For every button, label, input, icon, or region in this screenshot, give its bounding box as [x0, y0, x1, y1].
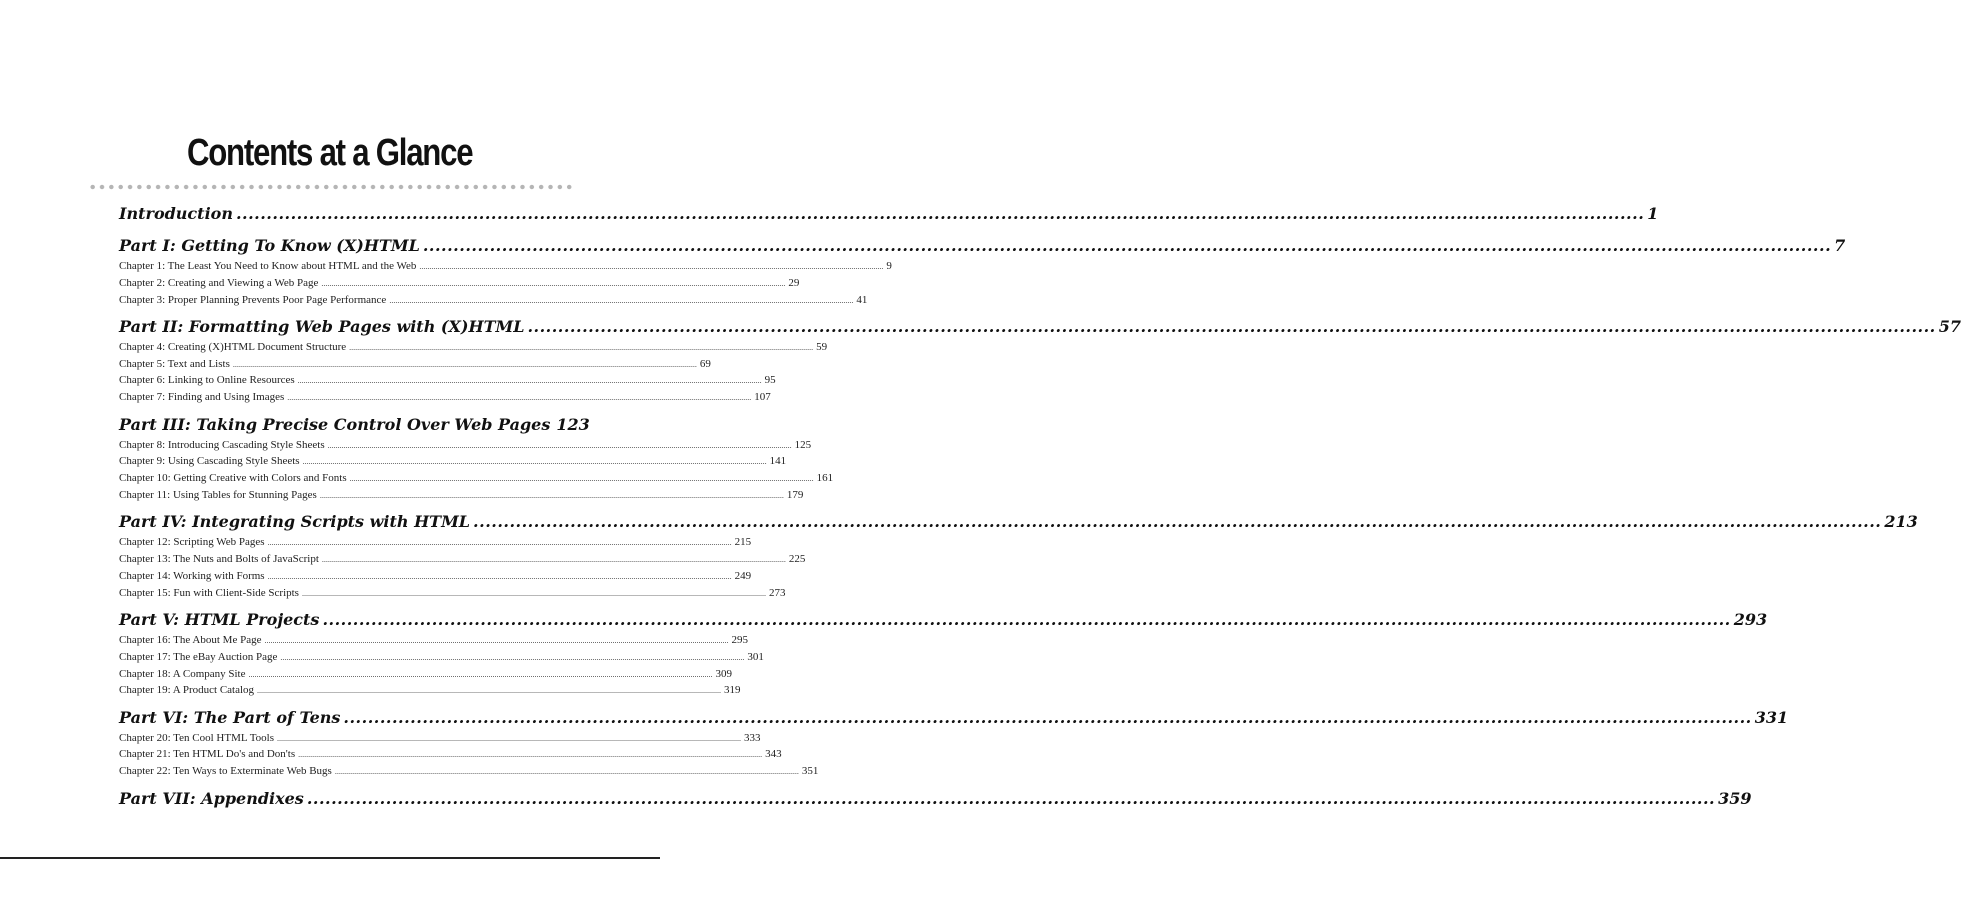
- chapter-entry: [119, 666, 732, 683]
- page-number: 273: [768, 586, 786, 599]
- page-bottom-rule: [0, 857, 660, 859]
- entry-title: Introduction: [119, 204, 233, 223]
- entry-title: Chapter 10: Getting Creative with Colors and Fonts: [119, 472, 347, 485]
- dot-leader: [268, 535, 732, 552]
- entry-title: Part VI: The Part of Tens: [119, 707, 341, 727]
- chapter-entry: [119, 763, 819, 780]
- page-number: 333: [744, 731, 761, 744]
- page-number: 7: [1834, 236, 1846, 255]
- entry-title: Chapter 2: Creating and Viewing a Web Page: [119, 276, 319, 289]
- chapter-entry: [119, 746, 782, 763]
- entry-title: Chapter 21: Ten HTML Do's and Don'ts: [119, 748, 296, 761]
- entry-title: Part VII: Appendixes: [119, 788, 304, 808]
- chapter-entry: [119, 682, 741, 699]
- dot-leader: [328, 438, 792, 455]
- entry-title: Chapter 13: The Nuts and Bolts of JavaScript: [119, 553, 319, 566]
- page-number: 125: [794, 438, 812, 451]
- dot-leader: [423, 234, 1831, 258]
- page-number: 295: [731, 633, 748, 646]
- entry-title: Chapter 6: Linking to Online Resources: [119, 374, 295, 387]
- page-number: 343: [765, 748, 782, 761]
- dot-leader: [280, 650, 744, 667]
- part-heading: [119, 787, 1752, 811]
- entry-title: Part II: Formatting Web Pages with (X)HTML: [119, 316, 525, 336]
- part-heading: [119, 510, 1918, 534]
- chapter-entry: [119, 470, 834, 487]
- entry-title: Chapter 22: Ten Ways to Exterminate Web Bugs: [119, 765, 332, 778]
- dot-leader: [302, 586, 766, 603]
- dot-leader: [320, 488, 784, 505]
- dotted-divider: [88, 184, 574, 190]
- dot-leader: [349, 340, 813, 357]
- page-number: 301: [747, 650, 764, 663]
- table-of-contents: [119, 202, 1961, 811]
- chapter-entry: [119, 258, 892, 275]
- entry-title: Chapter 11: Using Tables for Stunning Pages: [119, 488, 317, 501]
- page-number: 213: [1884, 512, 1918, 532]
- entry-title: Part V: HTML Projects: [119, 609, 320, 629]
- chapter-entry: [119, 534, 752, 551]
- part-heading: [119, 608, 1768, 632]
- page-number: 215: [734, 536, 752, 549]
- page-number: 41: [856, 293, 868, 306]
- part-heading: [119, 234, 1846, 258]
- chapter-entry: [119, 487, 804, 504]
- dot-leader: [307, 787, 1715, 811]
- chapter-entry: [119, 356, 711, 373]
- dot-leader: [321, 276, 785, 293]
- page-number: 359: [1718, 788, 1752, 808]
- entry-title: Part I: Getting To Know (X)HTML: [119, 236, 420, 255]
- entry-title: Chapter 18: A Company Site: [119, 667, 246, 680]
- entry-title: Chapter 20: Ten Cool HTML Tools: [119, 731, 274, 744]
- chapter-entry: [119, 632, 748, 649]
- chapter-entry: [119, 339, 828, 356]
- page-number: 351: [801, 765, 819, 778]
- chapter-entry: [119, 585, 786, 602]
- chapter-entry: [119, 437, 812, 454]
- dot-leader: [335, 764, 799, 781]
- entry-title: Chapter 3: Proper Planning Prevents Poor Page Performance: [119, 293, 387, 306]
- page-number: 1: [1647, 204, 1659, 223]
- page-number: 319: [724, 684, 741, 697]
- dot-leader: [298, 373, 762, 390]
- dot-leader: [257, 683, 721, 700]
- chapter-entry: [119, 275, 800, 292]
- page-number: 141: [769, 455, 787, 468]
- dot-leader: [527, 315, 1935, 339]
- part-heading: [119, 706, 1789, 730]
- entry-title: Chapter 14: Working with Forms: [119, 569, 265, 582]
- chapter-entry: [119, 372, 776, 389]
- page-number: 107: [754, 391, 771, 404]
- chapter-entry: [119, 389, 771, 406]
- entry-title: Chapter 8: Introducing Cascading Style Sheets: [119, 438, 325, 451]
- entry-title: Chapter 4: Creating (X)HTML Document Structure: [119, 340, 347, 353]
- page-number: 331: [1754, 707, 1789, 727]
- chapter-entry: [119, 453, 787, 470]
- chapter-entry: [119, 730, 761, 747]
- entry-title: Chapter 7: Finding and Using Images: [119, 391, 285, 404]
- chapter-entry: [119, 551, 806, 568]
- dot-leader: [287, 390, 751, 407]
- part-heading: [119, 413, 590, 437]
- dot-leader: [303, 454, 767, 471]
- entry-title: Chapter 5: Text and Lists: [119, 357, 230, 370]
- dot-leader: [350, 471, 814, 488]
- page-number: 29: [788, 276, 800, 289]
- page-number: 59: [816, 340, 828, 353]
- entry-title: Chapter 19: A Product Catalog: [119, 684, 255, 697]
- dot-leader: [473, 510, 1881, 534]
- page-number: 57: [1938, 316, 1961, 336]
- dot-leader: [419, 259, 883, 276]
- entry-title: Chapter 17: The eBay Auction Page: [119, 650, 278, 663]
- entry-title: Chapter 9: Using Cascading Style Sheets: [119, 455, 300, 468]
- chapter-entry: [119, 568, 752, 585]
- entry-title: Chapter 12: Scripting Web Pages: [119, 536, 265, 549]
- page-number: 123: [556, 414, 590, 434]
- entry-title: Chapter 1: The Least You Need to Know about HTML and the Web: [119, 260, 417, 272]
- entry-title: Chapter 15: Fun with Client-Side Scripts: [119, 586, 299, 599]
- page-number: 179: [786, 488, 804, 501]
- dot-leader: [264, 633, 728, 650]
- page-title: Contents at a Glance: [186, 132, 473, 174]
- part-heading: [119, 315, 1961, 339]
- dot-leader: [389, 293, 853, 310]
- dot-leader: [268, 569, 732, 586]
- dot-leader: [277, 731, 741, 748]
- dot-leader: [298, 747, 762, 764]
- dot-leader: [322, 552, 786, 569]
- dot-leader: [233, 357, 697, 374]
- chapter-entry: [119, 292, 868, 309]
- dot-leader: [249, 667, 713, 684]
- page-number: 9: [886, 260, 892, 272]
- page-number: 161: [816, 472, 834, 485]
- dot-leader: [322, 608, 1730, 632]
- page-number: 225: [788, 553, 806, 566]
- page-number: 95: [764, 374, 776, 387]
- chapter-entry: [119, 649, 764, 666]
- page-number: 309: [715, 667, 732, 680]
- entry-title: Part IV: Integrating Scripts with HTML: [119, 512, 471, 532]
- page-number: 249: [734, 569, 752, 582]
- entry-title: Part III: Taking Precise Control Over Web Pages: [119, 414, 551, 434]
- part-heading: [119, 202, 1659, 226]
- dot-leader: [236, 202, 1644, 226]
- entry-title: Chapter 16: The About Me Page: [119, 633, 262, 646]
- dot-leader: [343, 706, 1751, 730]
- page-number: 69: [699, 357, 711, 370]
- page-number: 293: [1733, 609, 1768, 629]
